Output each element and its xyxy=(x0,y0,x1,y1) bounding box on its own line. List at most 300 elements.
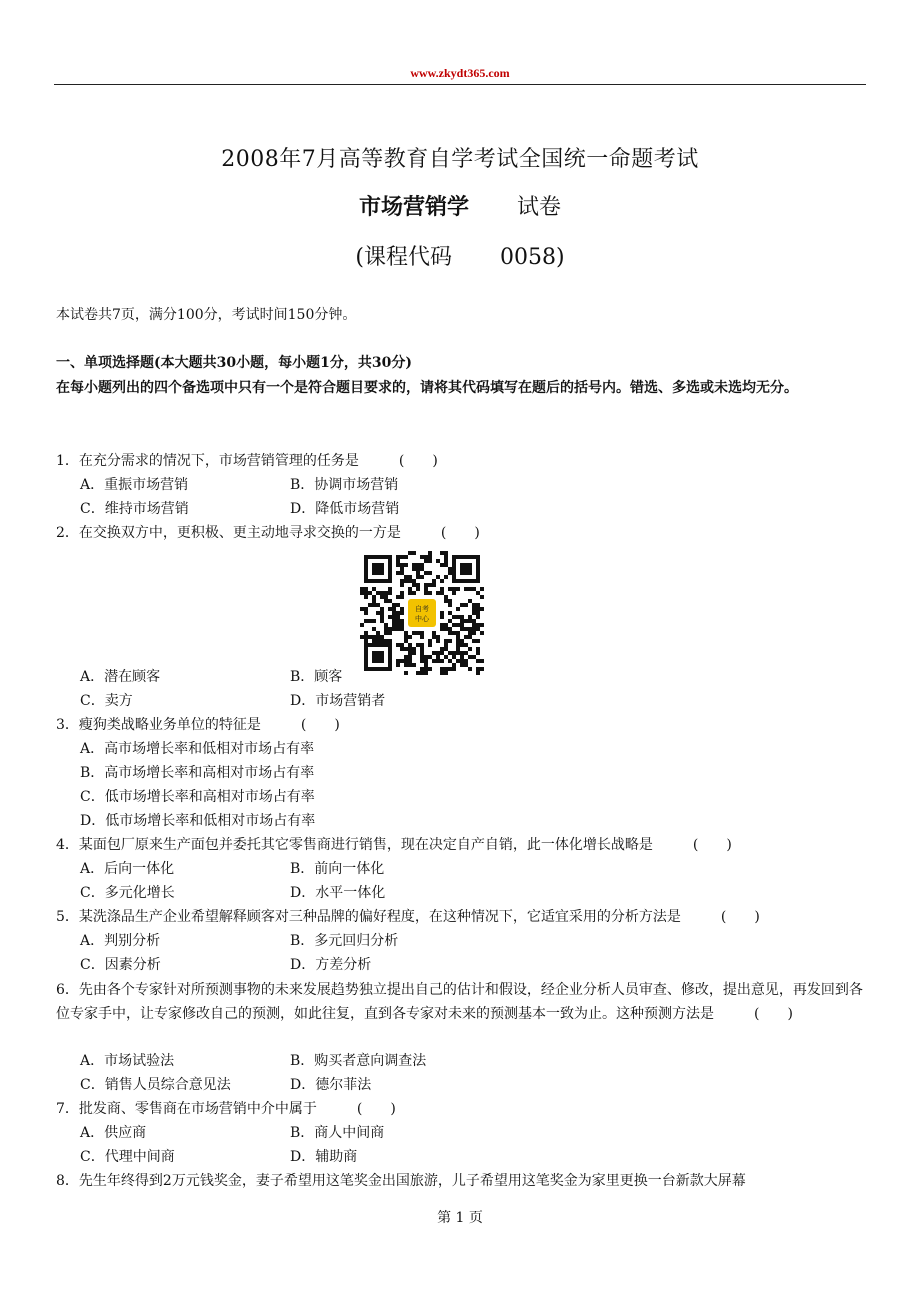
qr-module xyxy=(408,587,412,591)
qr-module xyxy=(452,615,456,619)
option-b: B．协调市场营销 xyxy=(290,477,399,493)
qr-module xyxy=(408,647,412,651)
option-a: A．判别分析 xyxy=(80,933,161,949)
qr-module xyxy=(396,623,400,627)
qr-module xyxy=(456,587,460,591)
exam-subject-line xyxy=(0,190,920,221)
qr-module xyxy=(444,623,448,627)
qr-module xyxy=(436,591,440,595)
qr-module xyxy=(396,619,400,623)
qr-module xyxy=(408,551,412,555)
question-1 xyxy=(56,450,438,470)
qr-module xyxy=(460,655,464,659)
qr-module xyxy=(408,663,412,667)
qr-module xyxy=(372,595,376,599)
qr-module xyxy=(412,567,416,571)
qr-module xyxy=(380,591,384,595)
qr-module xyxy=(436,651,440,655)
qr-module xyxy=(452,655,456,659)
qr-module xyxy=(476,611,480,615)
qr-module xyxy=(424,663,428,667)
qr-module xyxy=(468,615,472,619)
question-stem: 1．在充分需求的情况下，市场营销管理的任务是 xyxy=(56,453,359,469)
qr-module xyxy=(448,651,452,655)
qr-module xyxy=(460,651,464,655)
qr-module xyxy=(412,631,416,635)
option-a: A．潜在顾客 xyxy=(80,669,161,685)
qr-module xyxy=(464,651,468,655)
qr-badge-text-bottom: 中心 xyxy=(415,615,429,623)
qr-module xyxy=(456,635,460,639)
qr-module xyxy=(444,575,448,579)
qr-module xyxy=(452,631,456,635)
qr-module xyxy=(360,587,364,591)
option-d: D．降低市场营销 xyxy=(290,501,400,517)
qr-module xyxy=(448,599,452,603)
qr-module xyxy=(380,619,384,623)
qr-module xyxy=(456,651,460,655)
qr-module xyxy=(428,667,432,671)
subject-name: 市场营销学 xyxy=(358,194,469,220)
qr-module xyxy=(368,603,372,607)
qr-module xyxy=(432,659,436,663)
qr-module xyxy=(384,599,388,603)
answer-blank: ( ) xyxy=(692,837,732,853)
qr-module xyxy=(360,623,364,627)
option-d: D．低市场增长率和低相对市场占有率 xyxy=(80,813,316,829)
qr-module xyxy=(456,615,460,619)
qr-module xyxy=(380,635,384,639)
qr-module xyxy=(408,591,412,595)
qr-module xyxy=(400,659,404,663)
qr-module xyxy=(464,619,468,623)
qr-module xyxy=(440,563,444,567)
qr-module xyxy=(400,567,404,571)
option-d: D．德尔菲法 xyxy=(290,1077,372,1093)
answer-blank: ( ) xyxy=(720,909,760,925)
qr-module xyxy=(360,591,364,595)
qr-module xyxy=(468,627,472,631)
option-c: C．代理中间商 xyxy=(80,1149,175,1165)
course-code-label: (课程代码 xyxy=(355,245,452,270)
question-stem: 2．在交换双方中，更积极、更主动地寻求交换的一方是 xyxy=(56,525,401,541)
qr-module xyxy=(436,575,440,579)
qr-module xyxy=(400,579,404,583)
qr-module xyxy=(476,647,480,651)
qr-module xyxy=(424,655,428,659)
question-stem: 7．批发商、零售商在市场营销中介中属于 xyxy=(56,1101,317,1117)
qr-module xyxy=(396,603,400,607)
qr-module xyxy=(416,643,420,647)
qr-module xyxy=(412,579,416,583)
qr-module xyxy=(460,639,464,643)
qr-module xyxy=(448,659,452,663)
qr-module xyxy=(364,631,368,635)
qr-module xyxy=(440,667,444,671)
qr-module xyxy=(392,615,396,619)
qr-module xyxy=(408,635,412,639)
qr-module xyxy=(420,575,424,579)
qr-module xyxy=(452,667,456,671)
qr-module xyxy=(384,595,388,599)
qr-module xyxy=(456,623,460,627)
qr-module xyxy=(464,643,468,647)
qr-module xyxy=(372,599,376,603)
qr-module xyxy=(376,639,380,643)
qr-module xyxy=(468,647,472,651)
question-7 xyxy=(56,1098,396,1118)
qr-module xyxy=(420,563,424,567)
qr-module xyxy=(404,659,408,663)
qr-module xyxy=(408,643,412,647)
qr-module xyxy=(456,647,460,651)
qr-module xyxy=(456,639,460,643)
question-stem: 4．某面包厂原来生产面包并委托其它零售商进行销售，现在决定自产自销，此一体化增长战略是 xyxy=(56,837,653,853)
qr-module xyxy=(440,551,444,555)
qr-module xyxy=(440,659,444,663)
qr-module xyxy=(412,651,416,655)
qr-module xyxy=(396,615,400,619)
qr-module xyxy=(380,639,384,643)
qr-module xyxy=(428,583,432,587)
qr-badge-text-top: 自考 xyxy=(415,605,429,613)
qr-module xyxy=(456,631,460,635)
qr-module xyxy=(360,607,364,611)
qr-module xyxy=(364,639,368,643)
qr-module xyxy=(392,619,396,623)
qr-module xyxy=(424,587,428,591)
qr-module xyxy=(468,587,472,591)
qr-module xyxy=(436,655,440,659)
qr-module xyxy=(444,595,448,599)
course-code-line xyxy=(0,240,920,271)
qr-module xyxy=(428,591,432,595)
qr-module xyxy=(400,607,404,611)
qr-module xyxy=(408,659,412,663)
qr-module xyxy=(364,619,368,623)
section-instruction: 在每小题列出的四个备选项中只有一个是符合题目要求的，请将其代码填写在题后的括号内。错选、多选或未选均无分。 xyxy=(56,380,798,396)
qr-module xyxy=(448,587,452,591)
qr-module xyxy=(480,587,484,591)
option-a: A．市场试验法 xyxy=(80,1053,175,1069)
qr-module xyxy=(420,635,424,639)
qr-module xyxy=(400,571,404,575)
qr-module xyxy=(476,639,480,643)
qr-module xyxy=(428,643,432,647)
option-b: B．购买者意向调查法 xyxy=(290,1053,427,1069)
qr-module xyxy=(452,663,456,667)
section-heading: 一、单项选择题(本大题共30小题，每小题1分，共30分) xyxy=(56,355,412,371)
option-c: C．卖方 xyxy=(80,693,133,709)
qr-module xyxy=(400,555,404,559)
qr-module xyxy=(476,603,480,607)
qr-module xyxy=(380,595,384,599)
option-a: A．供应商 xyxy=(80,1125,147,1141)
qr-module xyxy=(464,603,468,607)
option-a: A．重振市场营销 xyxy=(80,477,189,493)
qr-module xyxy=(476,651,480,655)
qr-module xyxy=(456,643,460,647)
qr-module xyxy=(396,563,400,567)
qr-module xyxy=(444,671,448,675)
qr-module xyxy=(476,607,480,611)
qr-module xyxy=(428,655,432,659)
answer-blank: ( ) xyxy=(356,1101,396,1117)
option-c: C．销售人员综合意见法 xyxy=(80,1077,231,1093)
qr-module xyxy=(424,591,428,595)
qr-module xyxy=(388,599,392,603)
qr-module xyxy=(372,635,376,639)
qr-module xyxy=(412,551,416,555)
qr-module xyxy=(448,611,452,615)
qr-module xyxy=(444,639,448,643)
qr-module xyxy=(372,603,376,607)
qr-module xyxy=(460,623,464,627)
qr-module xyxy=(464,663,468,667)
qr-module xyxy=(444,647,448,651)
qr-module xyxy=(436,659,440,663)
qr-module xyxy=(404,663,408,667)
qr-module xyxy=(424,659,428,663)
qr-module xyxy=(404,575,408,579)
exam-title: 2008年7月高等教育自学考试全国统一命题考试 xyxy=(221,147,699,172)
qr-module xyxy=(376,611,380,615)
qr-module xyxy=(472,619,476,623)
qr-module xyxy=(412,583,416,587)
qr-module xyxy=(448,667,452,671)
qr-module xyxy=(364,607,368,611)
qr-module xyxy=(372,587,376,591)
qr-module xyxy=(448,571,452,575)
qr-module xyxy=(396,627,400,631)
qr-module xyxy=(472,603,476,607)
qr-module xyxy=(468,619,472,623)
qr-module xyxy=(396,663,400,667)
qr-module xyxy=(440,591,444,595)
qr-module xyxy=(448,619,452,623)
qr-module xyxy=(424,583,428,587)
qr-module xyxy=(408,579,412,583)
qr-module xyxy=(440,611,444,615)
qr-module xyxy=(460,643,464,647)
qr-module xyxy=(444,643,448,647)
answer-blank: ( ) xyxy=(440,525,480,541)
qr-module xyxy=(460,663,464,667)
qr-module xyxy=(420,659,424,663)
question-stem: 5．某洗涤品生产企业希望解释顾客对三种品牌的偏好程度，在这种情况下，它适宜采用的分析方法是 xyxy=(56,909,681,925)
question-6 xyxy=(56,978,866,1026)
question-8: 8．先生年终得到2万元钱奖金，妻子希望用这笔奖金出国旅游，儿子希望用这笔奖金为家里更换一台新款大屏幕 xyxy=(56,1173,746,1189)
answer-blank: ( ) xyxy=(754,1006,793,1022)
qr-module xyxy=(400,627,404,631)
qr-module xyxy=(428,551,432,555)
qr-module xyxy=(384,639,388,643)
option-b: B．商人中间商 xyxy=(290,1125,385,1141)
qr-module xyxy=(448,603,452,607)
qr-module xyxy=(368,619,372,623)
qr-module xyxy=(416,563,420,567)
qr-module xyxy=(460,615,464,619)
qr-module xyxy=(468,655,472,659)
qr-module xyxy=(460,603,464,607)
qr-module xyxy=(376,603,380,607)
qr-module xyxy=(432,579,436,583)
qr-module xyxy=(444,555,448,559)
qr-module xyxy=(420,643,424,647)
qr-module xyxy=(368,635,372,639)
qr-module xyxy=(476,615,480,619)
qr-module xyxy=(416,671,420,675)
option-b: B．高市场增长率和高相对市场占有率 xyxy=(80,765,315,781)
question-stem: 6．先由各个专家针对所预测事物的未来发展趋势独立提出自己的估计和假设，经企业分析人员审查、修改，提出意见，再发回到各位专家手中，让专家修改自己的预测，如此往复，直到各专家对未来的预测基本一致为止。这种预测方法是 xyxy=(56,982,863,1022)
qr-module xyxy=(464,659,468,663)
qr-module xyxy=(472,607,476,611)
qr-module xyxy=(460,627,464,631)
qr-module xyxy=(464,635,468,639)
qr-module xyxy=(428,571,432,575)
qr-module xyxy=(436,635,440,639)
qr-module xyxy=(364,591,368,595)
option-d: D．辅助商 xyxy=(290,1149,358,1165)
qr-module xyxy=(376,635,380,639)
qr-module xyxy=(444,599,448,603)
qr-module xyxy=(396,559,400,563)
qr-module xyxy=(404,671,408,675)
header-divider xyxy=(54,84,866,85)
option-b: B．多元回归分析 xyxy=(290,933,399,949)
qr-module xyxy=(472,587,476,591)
qr-module xyxy=(368,591,372,595)
qr-module xyxy=(428,639,432,643)
qr-module xyxy=(372,639,376,643)
qr-module xyxy=(460,619,464,623)
qr-module xyxy=(392,603,396,607)
option-a: A．高市场增长率和低相对市场占有率 xyxy=(80,741,315,757)
qr-module xyxy=(432,583,436,587)
qr-module xyxy=(392,623,396,627)
qr-module xyxy=(416,575,420,579)
option-d: D．方差分析 xyxy=(290,957,372,973)
qr-module xyxy=(404,655,408,659)
qr-module xyxy=(408,655,412,659)
qr-module xyxy=(392,607,396,611)
qr-module xyxy=(412,591,416,595)
qr-module xyxy=(444,551,448,555)
qr-module xyxy=(388,607,392,611)
qr-module xyxy=(456,607,460,611)
course-code-value: 0058) xyxy=(500,245,565,270)
option-b: B．前向一体化 xyxy=(290,861,385,877)
qr-module xyxy=(440,579,444,583)
qr-module xyxy=(404,631,408,635)
qr-module xyxy=(380,611,384,615)
option-c: C．因素分析 xyxy=(80,957,161,973)
qr-module xyxy=(440,623,444,627)
qr-module xyxy=(376,631,380,635)
qr-module xyxy=(440,647,444,651)
qr-module xyxy=(468,635,472,639)
qr-module xyxy=(420,671,424,675)
qr-module xyxy=(448,627,452,631)
qr-module xyxy=(472,627,476,631)
qr-module xyxy=(412,663,416,667)
qr-module xyxy=(416,567,420,571)
qr-module xyxy=(448,639,452,643)
option-c: C．多元化增长 xyxy=(80,885,175,901)
qr-module xyxy=(388,587,392,591)
qr-module xyxy=(388,591,392,595)
qr-module xyxy=(448,631,452,635)
qr-module xyxy=(476,627,480,631)
qr-module xyxy=(388,615,392,619)
qr-module xyxy=(416,631,420,635)
qr-module xyxy=(396,571,400,575)
question-2 xyxy=(56,522,480,542)
qr-module xyxy=(480,595,484,599)
qr-module xyxy=(452,587,456,591)
question-4 xyxy=(56,834,732,854)
qr-module xyxy=(416,587,420,591)
qr-module xyxy=(424,571,428,575)
qr-module xyxy=(396,555,400,559)
qr-module xyxy=(468,667,472,671)
qr-module xyxy=(444,667,448,671)
qr-module xyxy=(420,667,424,671)
option-d: D．市场营销者 xyxy=(290,693,386,709)
qr-module xyxy=(480,667,484,671)
qr-module xyxy=(384,623,388,627)
qr-module xyxy=(396,611,400,615)
qr-module xyxy=(400,643,404,647)
qr-module xyxy=(408,575,412,579)
qr-module xyxy=(428,555,432,559)
qr-module xyxy=(412,563,416,567)
qr-module xyxy=(472,623,476,627)
exam-intro: 本试卷共7页，满分100分，考试时间150分钟。 xyxy=(56,307,357,323)
qr-module xyxy=(432,635,436,639)
qr-module xyxy=(404,579,408,583)
qr-module xyxy=(388,639,392,643)
qr-module xyxy=(440,651,444,655)
header-url[interactable]: www.zkydt365.com xyxy=(410,66,510,80)
question-3 xyxy=(56,714,340,734)
qr-module xyxy=(404,639,408,643)
page-number: 第 1 页 xyxy=(437,1210,483,1226)
qr-module xyxy=(440,627,444,631)
qr-module xyxy=(412,647,416,651)
qr-module xyxy=(364,587,368,591)
qr-module xyxy=(372,619,376,623)
qr-module xyxy=(404,555,408,559)
qr-module xyxy=(408,651,412,655)
question-5 xyxy=(56,906,760,926)
qr-module xyxy=(476,623,480,627)
qr-module xyxy=(420,651,424,655)
qr-module xyxy=(456,659,460,663)
qr-module xyxy=(400,611,404,615)
qr-module xyxy=(400,623,404,627)
qr-module xyxy=(440,615,444,619)
qr-module xyxy=(392,627,396,631)
qr-module xyxy=(388,631,392,635)
qr-module xyxy=(364,595,368,599)
qr-module xyxy=(480,659,484,663)
qr-module xyxy=(400,647,404,651)
qr-module xyxy=(396,643,400,647)
qr-module xyxy=(476,667,480,671)
qr-module xyxy=(452,591,456,595)
qr-module xyxy=(400,595,404,599)
